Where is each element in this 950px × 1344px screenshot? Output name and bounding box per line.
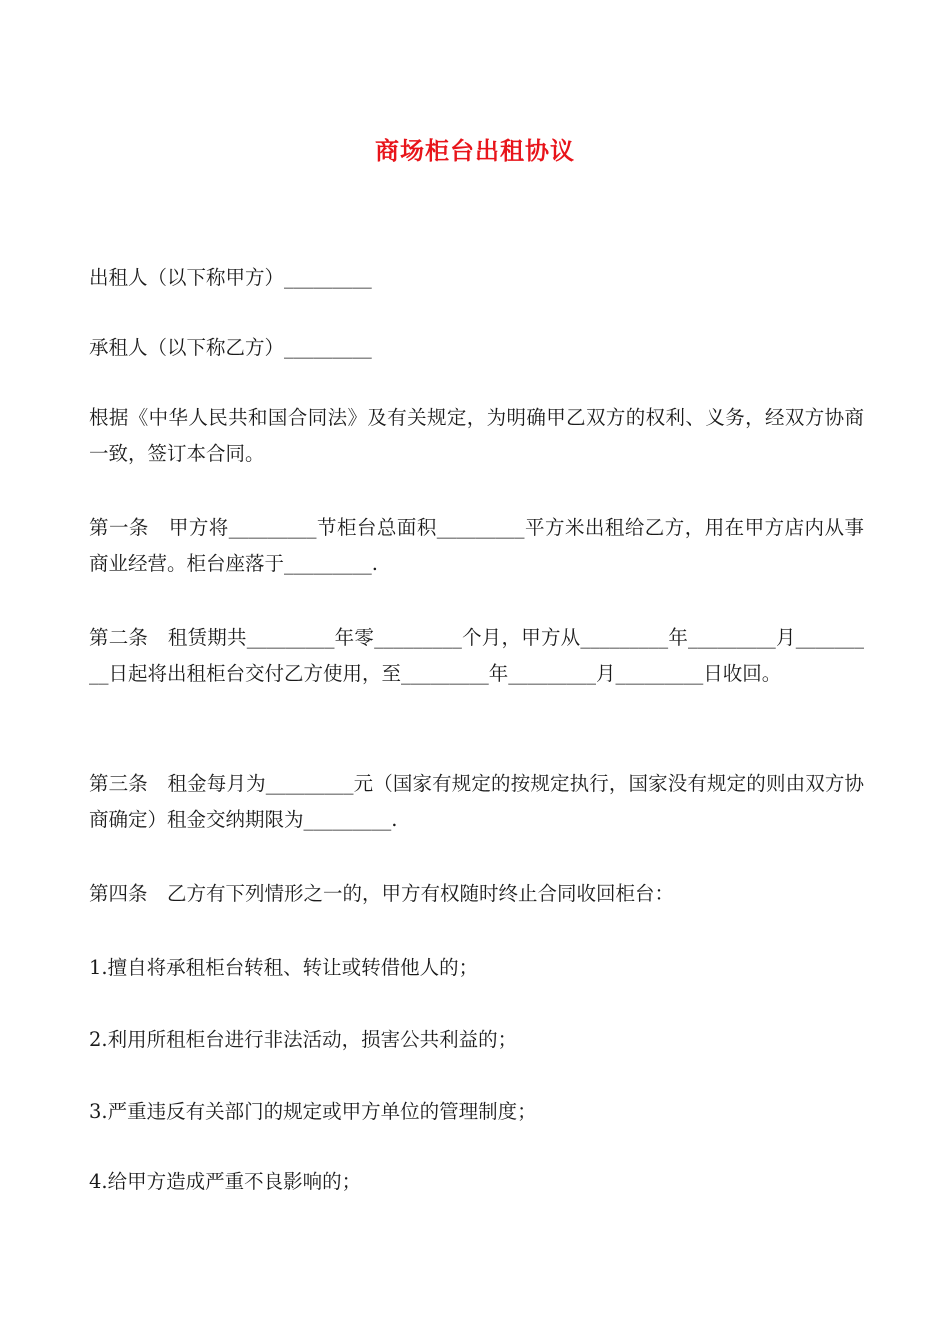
list-item-4: 4.给甲方造成严重不良影响的；: [89, 1170, 362, 1193]
paragraph-article-1: 第一条 甲方将_________节柜台总面积_________平方米出租给乙方，用在甲方店内从事商业经营。柜台座落于_________.: [89, 516, 864, 575]
document-title: 商场柜台出租协议: [375, 137, 575, 165]
paragraph-preamble: 根据《中华人民共和国合同法》及有关规定，为明确甲乙双方的权利、义务，经双方协商一致，签订本合同。: [89, 406, 864, 465]
list-item-3: 3.严重违反有关部门的规定或甲方单位的管理制度；: [89, 1100, 537, 1123]
list-item-2: 2.利用所租柜台进行非法活动，损害公共利益的；: [89, 1028, 518, 1051]
paragraph-lessee: 承租人（以下称乙方）_________: [89, 336, 372, 359]
paragraph-article-3: 第三条 租金每月为_________元（国家有规定的按规定执行，国家没有规定的则由双方协商确定）租金交纳期限为_________.: [89, 772, 864, 831]
paragraph-article-4: 第四条 乙方有下列情形之一的，甲方有权随时终止合同收回柜台：: [89, 882, 675, 905]
paragraph-article-2: 第二条 租赁期共_________年零_________个月，甲方从_________年_________月_________日起将出租柜台交付乙方使用，至_________年_________月_________日收回。: [89, 626, 864, 685]
paragraph-lessor: 出租人（以下称甲方）_________: [89, 266, 372, 289]
list-item-1: 1.擅自将承租柜台转租、转让或转借他人的；: [89, 956, 479, 979]
